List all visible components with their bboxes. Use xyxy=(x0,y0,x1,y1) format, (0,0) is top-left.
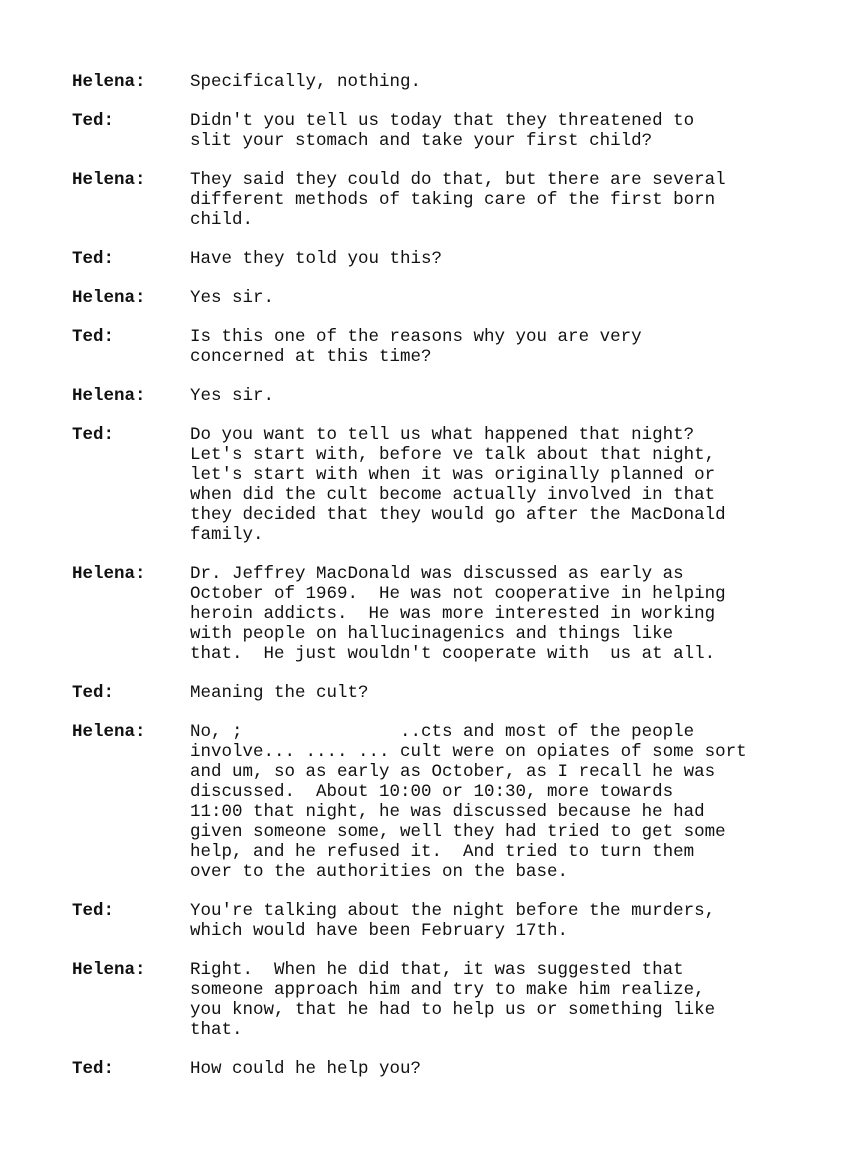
speaker-label: Helena: xyxy=(72,170,146,190)
transcript-entry xyxy=(72,170,812,230)
dialogue-text: Right. When he did that, it was suggested that someone approach him and try to make him realize, you know, that he had to help us or something like that. xyxy=(190,960,716,1040)
transcript xyxy=(72,72,812,1098)
transcript-entry xyxy=(72,1059,812,1079)
transcript-entry xyxy=(72,722,812,882)
dialogue-text: Have they told you this? xyxy=(190,249,443,269)
speaker-label: Ted: xyxy=(72,327,115,347)
transcript-entry xyxy=(72,111,812,151)
dialogue-text: No, ; ..cts and most of the people involve... .... ... cult were on opiates of some sort and um, so as early as October, as I recall he was discussed. About 10:00 or 10:30, more towards 11:00 that night, he was discussed because he had given someone some, well they had tried to get some help, and he refused it. And tried to turn them over to the authorities on the base. xyxy=(190,722,747,882)
speaker-label: Helena: xyxy=(72,564,146,584)
transcript-entry xyxy=(72,249,812,269)
dialogue-text: Is this one of the reasons why you are very concerned at this time? xyxy=(190,327,642,367)
dialogue-text: Do you want to tell us what happened that night? Let's start with, before ve talk about that night, let's start with when it was originally planned or when did the cult become actually involved in that they decided that they would go after the MacDonald family. xyxy=(190,425,726,545)
speaker-label: Helena: xyxy=(72,72,146,92)
speaker-label: Helena: xyxy=(72,386,146,406)
transcript-entry xyxy=(72,72,812,92)
transcript-entry xyxy=(72,386,812,406)
transcript-entry xyxy=(72,564,812,664)
speaker-label: Ted: xyxy=(72,111,115,131)
transcript-entry xyxy=(72,288,812,308)
speaker-label: Ted: xyxy=(72,901,115,921)
dialogue-text: Yes sir. xyxy=(190,386,275,406)
transcript-entry xyxy=(72,960,812,1040)
dialogue-text: Dr. Jeffrey MacDonald was discussed as early as October of 1969. He was not cooperative in helping heroin addicts. He was more interested in working with people on hallucinagenics and things like that. He just wouldn't cooperate with us at all. xyxy=(190,564,726,664)
dialogue-text: You're talking about the night before the murders, which would have been February 17th. xyxy=(190,901,716,941)
dialogue-text: Specifically, nothing. xyxy=(190,72,422,92)
speaker-label: Helena: xyxy=(72,288,146,308)
dialogue-text: They said they could do that, but there are several different methods of taking care of the first born child. xyxy=(190,170,726,230)
dialogue-text: Didn't you tell us today that they threatened to slit your stomach and take your first child? xyxy=(190,111,695,151)
transcript-entry xyxy=(72,901,812,941)
dialogue-text: How could he help you? xyxy=(190,1059,422,1079)
speaker-label: Ted: xyxy=(72,683,115,703)
speaker-label: Helena: xyxy=(72,722,146,742)
transcript-entry xyxy=(72,327,812,367)
dialogue-text: Meaning the cult? xyxy=(190,683,369,703)
speaker-label: Ted: xyxy=(72,425,115,445)
speaker-label: Ted: xyxy=(72,1059,115,1079)
dialogue-text: Yes sir. xyxy=(190,288,275,308)
transcript-entry xyxy=(72,683,812,703)
speaker-label: Helena: xyxy=(72,960,146,980)
speaker-label: Ted: xyxy=(72,249,115,269)
transcript-entry xyxy=(72,425,812,545)
